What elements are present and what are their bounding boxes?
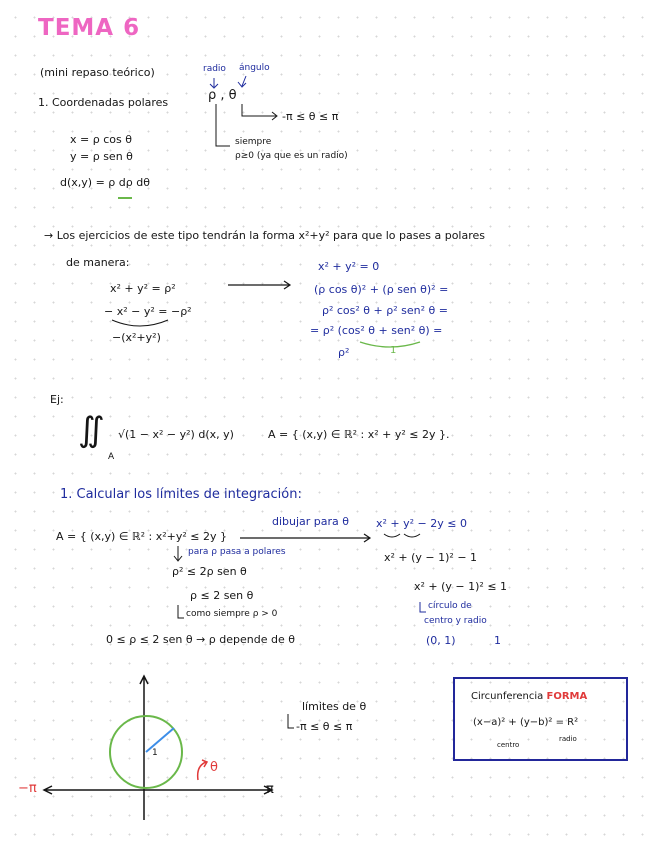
theta-range: -π ≤ θ ≤ π xyxy=(282,110,339,123)
dibujar-label: dibujar para θ xyxy=(272,515,350,528)
double-integral: ∬ xyxy=(78,410,105,450)
eq-b: x² + (y − 1)² − 1 xyxy=(384,551,478,564)
note-line-2: de manera: xyxy=(66,256,130,269)
mini-repaso-label: (mini repaso teórico) xyxy=(40,66,155,79)
y-equation: y = ρ sen θ xyxy=(70,150,133,163)
box-radio-label: radio xyxy=(559,735,577,743)
como-note: como siempre ρ > 0 xyxy=(186,609,278,619)
theta-limits-label: límites de θ xyxy=(302,700,367,713)
circumference-box xyxy=(453,677,628,761)
theta-arrow-label: θ xyxy=(210,760,218,775)
angulo-label: ángulo xyxy=(239,63,270,73)
rho-ineq-2: ρ ≤ 2 sen θ xyxy=(190,589,254,602)
integrand: √(1 − x² − y²) d(x, y) xyxy=(118,428,234,441)
note-eq-1: x² + y² = ρ² xyxy=(110,282,176,295)
center-one-label: 1 xyxy=(152,748,158,758)
ej-label: Ej: xyxy=(50,393,64,406)
rho-theta: ρ , θ xyxy=(208,88,237,103)
step1-heading: 1. Calcular los límites de integración: xyxy=(60,487,302,502)
radio-label: radio xyxy=(203,64,226,74)
pos-pi-label: π xyxy=(266,782,274,797)
note-line-1: → Los ejercicios de este tipo tendrán la forma x²+y² para que lo pases a polares xyxy=(44,229,485,242)
rho-ineq-1: ρ² ≤ 2ρ sen θ xyxy=(172,565,247,578)
note-eq-2: − x² − y² = −ρ² xyxy=(104,305,192,318)
coordenadas-polares-heading: 1. Coordenadas polares xyxy=(38,96,169,109)
theta-limits-range: -π ≤ θ ≤ π xyxy=(296,720,353,733)
blue-eq-2: (ρ cos θ)² + (ρ sen θ)² = xyxy=(314,283,449,296)
box-formula: (x−a)² + (y−b)² = R² xyxy=(473,717,579,728)
circulo-line-2: centro y radio xyxy=(424,616,487,626)
neg-pi-label: −π xyxy=(18,781,37,796)
final-bounds: 0 ≤ ρ ≤ 2 sen θ → ρ depende de θ xyxy=(106,633,295,646)
box-title-b: FORMA xyxy=(546,691,588,702)
jacobian: d(x,y) = ρ dρ dθ xyxy=(60,176,150,189)
blue-eq-3: ρ² cos² θ + ρ² sen² θ = xyxy=(322,304,448,317)
step1-region: A = { (x,y) ∈ ℝ² : x²+y² ≤ 2y } xyxy=(56,530,227,543)
siempre-label: siempre xyxy=(235,137,272,147)
circulo-line-1: círculo de xyxy=(428,601,472,611)
circle-radius: 1 xyxy=(494,634,501,647)
box-centro-label: centro xyxy=(497,741,520,749)
blue-eq-1: x² + y² = 0 xyxy=(318,260,380,273)
blue-eq-5: ρ² xyxy=(338,346,350,359)
note-eq-3: −(x²+y²) xyxy=(112,331,161,344)
polares-note: para ρ pasa a polares xyxy=(188,547,286,557)
box-title-a: Circunferencia xyxy=(471,691,544,702)
integral-domain: A xyxy=(108,452,115,462)
green-one: 1 xyxy=(390,345,397,356)
radius-line xyxy=(146,728,174,752)
eq-c: x² + (y − 1)² ≤ 1 xyxy=(414,580,508,593)
circle-center: (0, 1) xyxy=(426,634,456,647)
eq-a: x² + y² − 2y ≤ 0 xyxy=(376,517,467,530)
blue-eq-4: = ρ² (cos² θ + sen² θ) = xyxy=(310,324,443,337)
x-equation: x = ρ cos θ xyxy=(70,133,132,146)
page-title: TEMA 6 xyxy=(38,15,141,41)
region-definition: A = { (x,y) ∈ ℝ² : x² + y² ≤ 2y }. xyxy=(268,428,450,441)
rho-positive-note: ρ≥0 (ya que es un radio) xyxy=(235,151,348,161)
